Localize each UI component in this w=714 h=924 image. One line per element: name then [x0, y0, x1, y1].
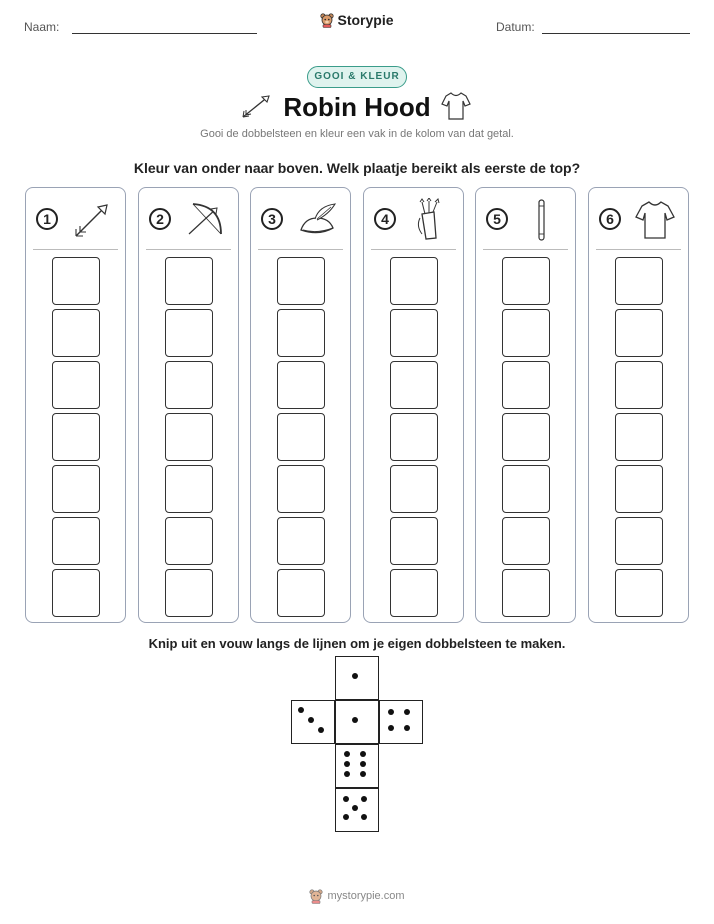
column-number: 2 — [149, 208, 171, 230]
pip — [318, 727, 324, 733]
column-number: 1 — [36, 208, 58, 230]
arrow-icon — [70, 198, 114, 242]
column-number: 6 — [599, 208, 621, 230]
title-tunic-icon — [440, 90, 472, 122]
date-label: Datum: — [496, 20, 535, 34]
color-cell[interactable] — [277, 309, 325, 357]
color-cell[interactable] — [502, 413, 550, 461]
dice-face-1 — [335, 700, 379, 744]
color-cell[interactable] — [390, 361, 438, 409]
pip — [308, 717, 314, 723]
quiver-icon — [408, 198, 452, 242]
subtitle: Gooi de dobbelsteen en kleur een vak in de kolom van dat getal. — [200, 128, 514, 140]
pip — [352, 673, 358, 679]
pip — [352, 805, 358, 811]
column-6 — [588, 187, 689, 623]
color-cell[interactable] — [390, 413, 438, 461]
bear-icon — [309, 888, 323, 904]
color-cell[interactable] — [615, 465, 663, 513]
brand-name: Storypie — [337, 12, 394, 28]
color-cell[interactable] — [52, 569, 100, 617]
color-cell[interactable] — [277, 413, 325, 461]
pip — [361, 796, 367, 802]
pip — [344, 751, 350, 757]
color-cell[interactable] — [502, 309, 550, 357]
activity-badge: GOOI & KLEUR — [307, 66, 407, 88]
pip — [360, 761, 366, 767]
color-cell[interactable] — [165, 257, 213, 305]
column-number: 3 — [261, 208, 283, 230]
pip — [388, 709, 394, 715]
column-number: 5 — [486, 208, 508, 230]
column-3 — [250, 187, 351, 623]
color-cell[interactable] — [165, 465, 213, 513]
color-cell[interactable] — [615, 569, 663, 617]
color-cell[interactable] — [165, 517, 213, 565]
color-cell[interactable] — [277, 361, 325, 409]
column-1 — [25, 187, 126, 623]
color-cell[interactable] — [615, 257, 663, 305]
column-divider — [596, 249, 681, 250]
staff-icon — [520, 198, 564, 242]
pip — [404, 709, 410, 715]
name-label: Naam: — [24, 20, 60, 34]
color-cell[interactable] — [502, 569, 550, 617]
pip — [298, 707, 304, 713]
color-cell[interactable] — [277, 257, 325, 305]
color-cell[interactable] — [390, 309, 438, 357]
feathered-hat-icon — [295, 198, 339, 242]
pip — [360, 771, 366, 777]
color-cell[interactable] — [52, 257, 100, 305]
pip — [388, 725, 394, 731]
dice-face-3 — [291, 700, 335, 744]
pip — [343, 796, 349, 802]
color-cell[interactable] — [615, 413, 663, 461]
color-cell[interactable] — [165, 413, 213, 461]
color-cell[interactable] — [52, 413, 100, 461]
pip — [343, 814, 349, 820]
column-5 — [475, 187, 576, 623]
color-cell[interactable] — [277, 569, 325, 617]
color-cell[interactable] — [615, 517, 663, 565]
color-cell[interactable] — [52, 517, 100, 565]
color-cell[interactable] — [390, 257, 438, 305]
dice-instruction: Knip uit en vouw langs de lijnen om je eigen dobbelsteen te maken. — [148, 636, 566, 651]
color-cell[interactable] — [502, 465, 550, 513]
date-line — [542, 33, 690, 34]
color-cell[interactable] — [390, 465, 438, 513]
color-cell[interactable] — [52, 309, 100, 357]
bear-icon — [320, 12, 334, 28]
dice-face-6 — [335, 744, 379, 788]
pip — [361, 814, 367, 820]
footer-url[interactable]: mystorypie.com — [327, 890, 405, 902]
brand-logo — [0, 12, 714, 33]
color-cell[interactable] — [502, 361, 550, 409]
color-cell[interactable] — [615, 361, 663, 409]
footer — [0, 888, 714, 907]
column-divider — [483, 249, 568, 250]
color-cell[interactable] — [615, 309, 663, 357]
column-2 — [138, 187, 239, 623]
color-cell[interactable] — [277, 517, 325, 565]
pip — [404, 725, 410, 731]
color-cell[interactable] — [165, 361, 213, 409]
column-divider — [146, 249, 231, 250]
column-divider — [371, 249, 456, 250]
pip — [360, 751, 366, 757]
color-cell[interactable] — [502, 517, 550, 565]
column-divider — [33, 249, 118, 250]
column-divider — [258, 249, 343, 250]
dice-face-5 — [335, 788, 379, 832]
color-cell[interactable] — [52, 361, 100, 409]
bow-icon — [183, 198, 227, 242]
question: Kleur van onder naar boven. Welk plaatje bereikt als eerste de top? — [133, 160, 581, 176]
column-4 — [363, 187, 464, 623]
color-cell[interactable] — [390, 569, 438, 617]
name-line — [72, 33, 257, 34]
color-cell[interactable] — [165, 309, 213, 357]
color-cell[interactable] — [390, 517, 438, 565]
page-title: Robin Hood — [283, 92, 431, 122]
dice-face-1 — [335, 656, 379, 700]
tunic-icon — [633, 198, 677, 242]
color-cell[interactable] — [52, 465, 100, 513]
dice-face-4 — [379, 700, 423, 744]
color-cell[interactable] — [165, 569, 213, 617]
column-number: 4 — [374, 208, 396, 230]
pip — [344, 771, 350, 777]
color-cell[interactable] — [277, 465, 325, 513]
pip — [352, 717, 358, 723]
color-cell[interactable] — [502, 257, 550, 305]
pip — [344, 761, 350, 767]
